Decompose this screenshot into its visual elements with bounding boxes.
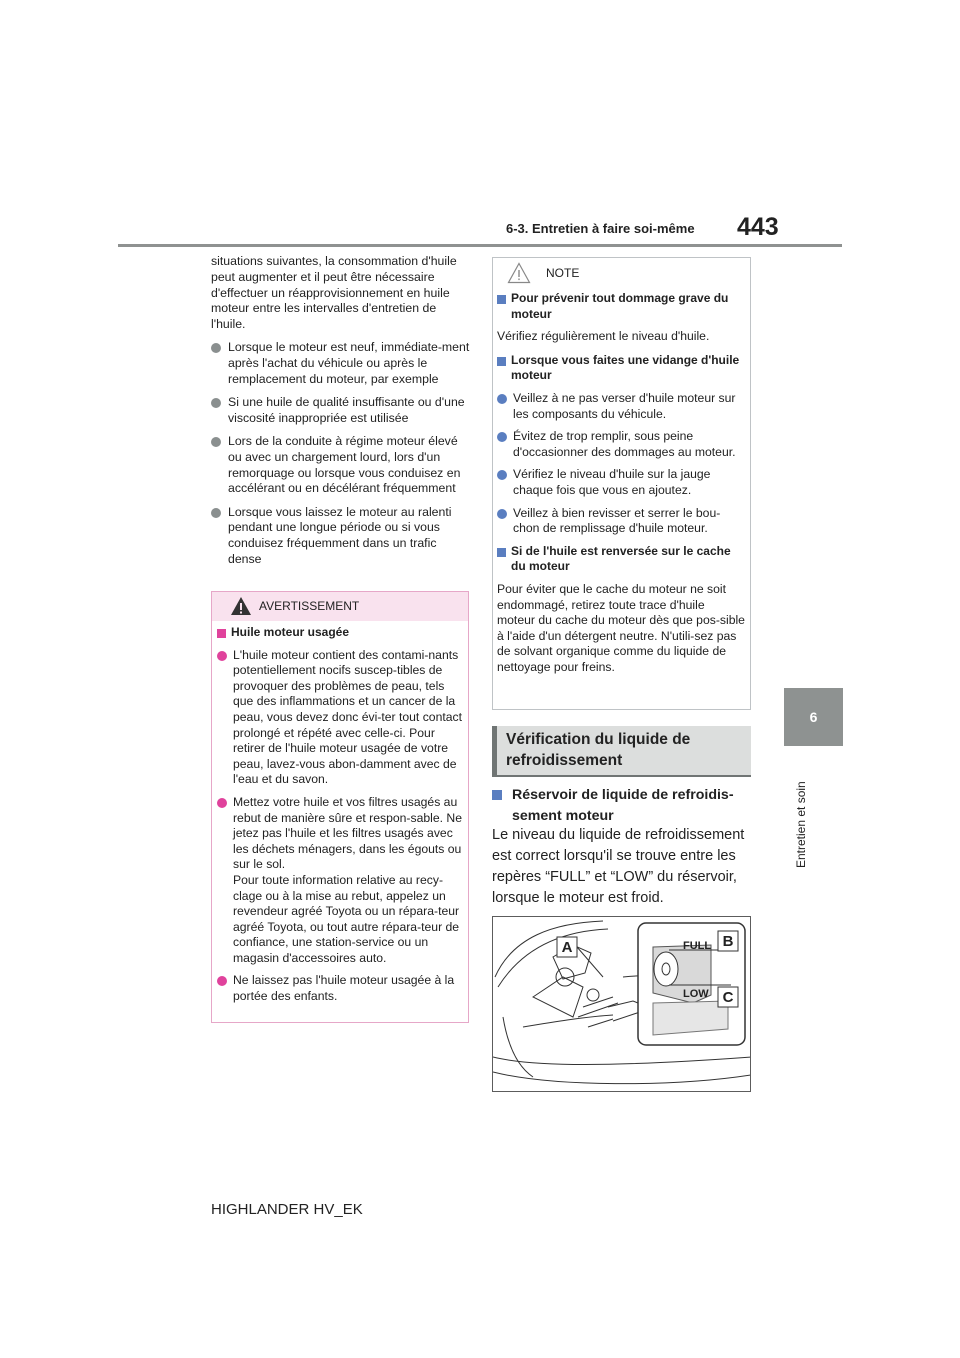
section-heading-text: Vérification du liquide de refroidissement [506, 731, 691, 769]
list-item [211, 395, 471, 427]
bullet-dot-icon [497, 509, 507, 519]
square-bullet-icon [217, 629, 226, 638]
list-item [497, 506, 745, 537]
square-bullet-icon [492, 790, 502, 800]
caution-triangle-icon [507, 262, 531, 284]
warning-heading [217, 625, 464, 641]
bullet-dot-icon [217, 976, 227, 986]
bullet-text: Lors de la conduite à régime moteur élevé ou avec un chargement lourd, lors d'un remorquage ou lorsque vous conduisez en accélérant ou en décélérant fréquemment [228, 433, 461, 496]
bullet-dot-icon [217, 651, 227, 661]
note-label: NOTE [546, 266, 580, 280]
bullet-text: Lorsque le moteur est neuf, immédiate-ment après l'achat du véhicule ou après le remplacement du moteur, par exemple [228, 340, 470, 386]
page-number: 443 [737, 213, 779, 241]
coolant-reservoir-illustration [492, 916, 751, 1092]
note-text: Vérifiez régulièrement le niveau d'huile. [497, 329, 710, 344]
bullet-text: L'huile moteur contient des contami-nants potentiellement nocifs suscep-tibles de provoquer des problèmes de peau, tels que des inflammations et un cancer de la peau, vous devez donc évi-ter tout contact prolongé et répété avec celle-ci. Pour retirer de l'huile moteur usagée de votre peau, lavez-vous abon-damment avec de l'eau et du savon. [233, 647, 462, 787]
bullet-text: Veillez à bien revisser et serrer le bou-chon de remplissage d'huile moteur. [513, 505, 721, 536]
low-mark-label: LOW [683, 988, 709, 1000]
intro-paragraph: situations suivantes, la consommation d'huile peut augmenter et il peut être nécessaire d'effectuer un réapprovisionnement en huile moteur entre les intervalles d'entretien de l'huile. [211, 254, 457, 332]
list-item [217, 648, 464, 788]
list-item [497, 467, 745, 498]
note-text: Pour éviter que le cache du moteur ne soit endommagé, retirez toute trace d'huile moteur du cache du moteur dès que pos-sible à l'aide d'un détergent neutre. N'utili-sez pas de solvant organique comme du liquide de nettoyage pour freins. [497, 581, 745, 674]
subheading-text: Réservoir de liquide de refroidis-sement moteur [512, 787, 734, 824]
bullet-dot-icon [211, 508, 221, 518]
section-divider [492, 775, 751, 777]
consumption-bullet-list [211, 340, 471, 575]
header-divider [118, 244, 842, 247]
warning-label: AVERTISSEMENT [259, 599, 360, 613]
list-item [497, 391, 745, 422]
square-bullet-icon [497, 357, 506, 366]
bullet-text: Mettez votre huile et vos filtres usagés au rebut de manière sûre et respon-sable. Ne jetez pas l'huile et les filtres usagés avec les déchets ménagers, dans les égouts ou sur le sol. [233, 794, 462, 872]
note-heading [497, 291, 745, 322]
list-item [217, 795, 464, 967]
note-heading [497, 544, 745, 575]
bullet-text: Veillez à ne pas verser d'huile moteur sur les composants du véhicule. [513, 390, 736, 421]
square-bullet-icon [497, 548, 506, 557]
note-heading-text: Lorsque vous faites une vidange d'huile moteur [511, 352, 740, 383]
list-item [211, 340, 471, 387]
bullet-dot-icon [497, 470, 507, 480]
bullet-dot-icon [497, 394, 507, 404]
warning-header [212, 592, 468, 621]
bullet-text: Évitez de trop remplir, sous peine d'occasionner des dommages au moteur. [513, 429, 736, 459]
bullet-dot-icon [211, 398, 221, 408]
subheading [492, 785, 752, 827]
list-item [497, 429, 745, 460]
model-footer: HIGHLANDER HV_EK [211, 1201, 363, 1218]
note-header [493, 258, 750, 287]
chapter-label-text: Entretien et soin [794, 781, 808, 868]
bullet-dot-icon [217, 798, 227, 808]
bullet-dot-icon [211, 343, 221, 353]
section-heading [492, 726, 751, 776]
bullet-text-continued: Pour toute information relative au recy-clage ou à la mise au rebut, appelez un revendeur agréé Toyota ou un répara-teur agréé Toyota, ou tout autre répara-teur de confiance, une station-service ou un magasin d'accessoires auto. [233, 872, 460, 965]
bullet-dot-icon [211, 437, 221, 447]
heading-accent-bar [492, 726, 497, 776]
warning-body [217, 625, 464, 1012]
bullet-text: Lorsque vous laissez le moteur au ralenti pendant une longue période ou si vous conduisez fréquemment dans un trafic dense [228, 504, 452, 567]
note-heading [497, 353, 745, 384]
note-body [497, 291, 745, 683]
coolant-paragraph: Le niveau du liquide de refroidissement est correct lorsqu'il se trouve entre les repères “FULL” et “LOW” du réservoir, lorsque le moteur est froid. [492, 827, 745, 906]
bullet-text: Vérifiez le niveau d'huile sur la jauge chaque fois que vous en ajoutez. [513, 467, 711, 497]
full-mark-label: FULL [683, 940, 712, 952]
warning-box [211, 591, 469, 1023]
callout-a: A [561, 939, 573, 956]
chapter-tab: 6 [784, 688, 843, 746]
chapter-label [792, 760, 810, 870]
square-bullet-icon [497, 295, 506, 304]
note-box [492, 257, 751, 710]
callout-c: C [722, 989, 734, 1006]
note-heading-text: Si de l'huile est renversée sur le cache du moteur [511, 543, 731, 574]
section-title: 6-3. Entretien à faire soi-même [506, 221, 695, 236]
warning-heading-text: Huile moteur usagée [231, 625, 350, 639]
list-item [211, 505, 471, 568]
list-item [217, 973, 464, 1004]
warning-triangle-icon [230, 596, 252, 616]
list-item [211, 434, 471, 497]
bullet-text: Ne laissez pas l'huile moteur usagée à la portée des enfants. [233, 973, 455, 1004]
bullet-text: Si une huile de qualité insuffisante ou d'une viscosité inappropriée est utilisée [228, 394, 465, 425]
engine-bay-drawing [493, 917, 751, 1092]
note-heading-text: Pour prévenir tout dommage grave du moteur [511, 291, 729, 321]
bullet-dot-icon [497, 432, 507, 442]
callout-b: B [722, 933, 734, 950]
